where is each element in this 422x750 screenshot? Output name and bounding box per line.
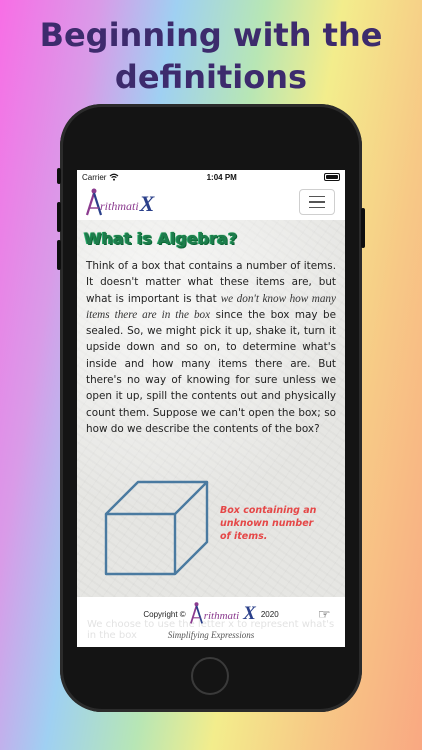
status-time: 1:04 PM [206, 172, 237, 182]
article-body-emphasis: we don't know how many items there are in the box [86, 292, 336, 321]
footer-logo-text: rithmati [203, 610, 240, 622]
article-title: What is Algebra? [84, 229, 238, 248]
copyright-year: 2020 [260, 610, 279, 619]
promo-title-line2: definitions [114, 58, 308, 96]
hamburger-menu-icon [309, 196, 325, 198]
article-body [86, 258, 336, 437]
wifi-icon [109, 173, 119, 181]
battery-icon [324, 173, 340, 181]
article-body-part2: since the box may be sealed. So, we might pick it up, shake it, turn it upside down and so on, to determine what's inside and how many items there are. But there's no way of knowing for sure unless we open it up, spill the contents out and physically count them. Suppose we can't open the box; so how do we describe the contents of the box? [86, 308, 336, 435]
pointing-hand-icon[interactable]: ☞ [318, 606, 331, 622]
footer-logo-x: X [243, 603, 256, 624]
hamburger-menu-icon-line [309, 207, 325, 209]
compass-logo-icon [189, 601, 204, 625]
copyright-label: Copyright © [143, 610, 186, 619]
footer [77, 597, 345, 647]
logo-x: X [139, 191, 155, 216]
mute-switch [57, 168, 61, 184]
home-button[interactable] [191, 657, 229, 695]
volume-down-button [57, 240, 61, 270]
phone-frame [60, 104, 362, 712]
footer-ghost-text: We choose to use the letter x to represent what's in the box [87, 619, 335, 641]
hamburger-menu-button[interactable] [299, 189, 335, 215]
phone-screen [77, 170, 345, 647]
box-caption-line3: of items. [220, 531, 268, 542]
logo-text: rithmati [100, 199, 139, 213]
box-caption-line2: unknown number [220, 518, 314, 529]
article-body-part1: Think of a box that contains a number of items. It doesn't matter what these items are, but what is important is that [86, 260, 336, 305]
power-button [361, 208, 365, 248]
copyright-row [77, 601, 345, 625]
status-bar [77, 170, 345, 184]
promo-title [0, 14, 422, 98]
promo-title-line1: Beginning with the [39, 16, 383, 54]
volume-up-button [57, 202, 61, 232]
article-content[interactable] [77, 220, 345, 597]
box-caption-line1: Box containing an [220, 505, 317, 516]
box-illustration [103, 476, 215, 578]
app-header [77, 184, 345, 221]
box-caption [220, 504, 316, 543]
carrier-label: Carrier [82, 172, 107, 182]
app-logo[interactable] [85, 187, 154, 217]
footer-tagline: Simplifying Expressions [167, 630, 255, 640]
hamburger-menu-icon-line [309, 201, 325, 203]
